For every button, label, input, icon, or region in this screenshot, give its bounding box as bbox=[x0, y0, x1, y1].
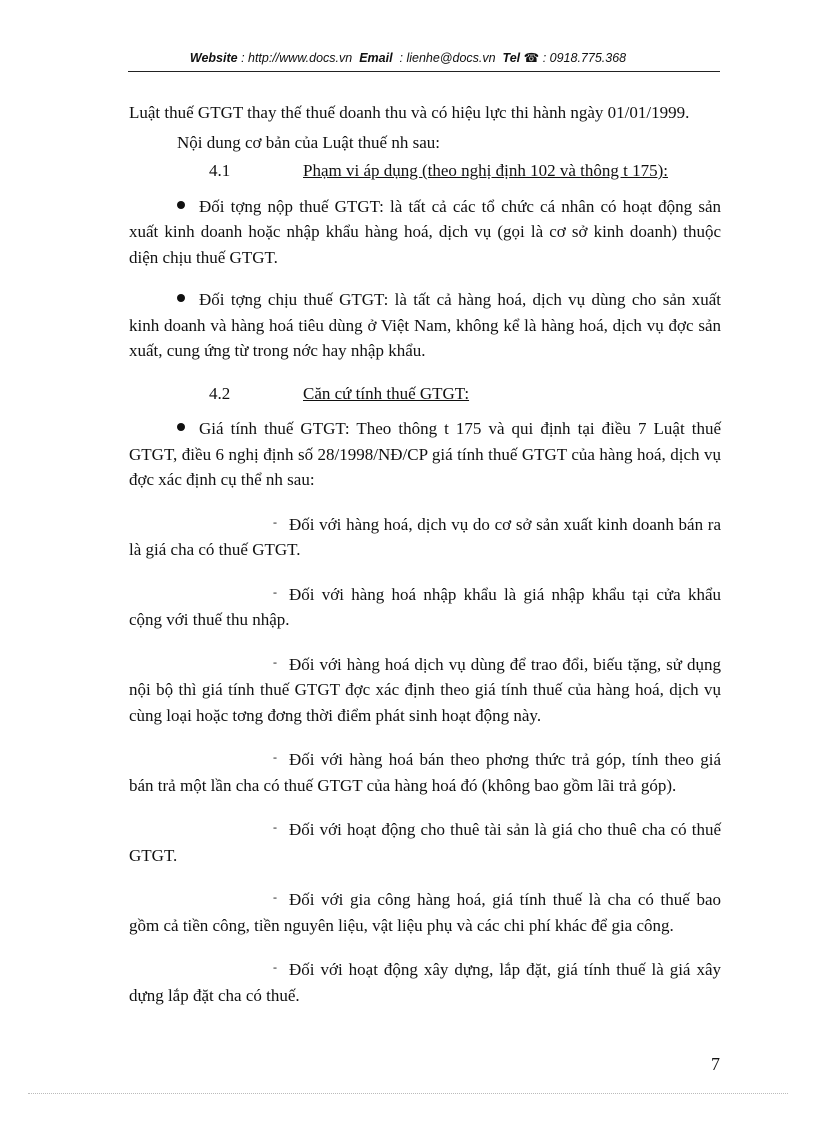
dash-text: Đối với gia công hàng hoá, giá tính thuế là cha có thuế bao gồm cả tiền công, tiền nguyên liệu, vật liệu phụ và các chi phí khác để gia công. bbox=[129, 890, 721, 935]
header-divider bbox=[128, 71, 720, 72]
section-heading-4-2 bbox=[129, 381, 721, 407]
section-title: Phạm vi áp dụng (theo nghị định 102 và thông t 175): bbox=[303, 161, 668, 180]
bullet-text: Đối tợng chịu thuế GTGT: là tất cả hàng hoá, dịch vụ dùng cho sản xuất kinh doanh và hàng hoá tiêu dùng ở Việt Nam, không kể là hàng hoá, dịch vụ đợc sản xuất, cung ứng từ trong nớc hay nhập khẩu. bbox=[129, 290, 721, 360]
dash-marker: - bbox=[273, 890, 277, 904]
dash-item bbox=[129, 885, 721, 938]
dash-marker: - bbox=[273, 514, 277, 529]
dash-item bbox=[129, 580, 721, 633]
section-heading-4-1 bbox=[129, 158, 721, 184]
dash-marker: - bbox=[273, 960, 277, 974]
bullet-icon bbox=[177, 201, 185, 209]
dash-text: Đối với hàng hoá, dịch vụ do cơ sở sản xuất kinh doanh bán ra là giá cha có thuế GTGT. bbox=[129, 514, 721, 559]
email-value: : lienhe@docs.vn bbox=[399, 51, 496, 65]
bullet-icon bbox=[177, 423, 185, 431]
dash-marker: - bbox=[273, 584, 277, 599]
tel-label: Tel bbox=[502, 51, 521, 65]
footer-divider bbox=[28, 1093, 788, 1094]
email-label: Email bbox=[359, 51, 393, 65]
bullet-text: Đối tợng nộp thuế GTGT: là tất cả các tổ chức cá nhân có hoạt động sản xuất kinh doanh hoặc nhập khẩu hàng hoá, dịch vụ (gọi là cơ sở kinh doanh) thuộc diện chịu thuế GTGT. bbox=[129, 196, 721, 267]
dash-item bbox=[129, 745, 721, 798]
dash-text: Đối với hàng hoá bán theo phơng thức trả góp, tính theo giá bán trả một lần cha có thuế GTGT của hàng hoá đó (không bao gồm lãi trả góp). bbox=[129, 750, 721, 795]
tel-value: : 0918.775.368 bbox=[542, 51, 627, 65]
bullet-item bbox=[129, 287, 721, 364]
bullet-item bbox=[129, 416, 721, 493]
page-header bbox=[128, 50, 688, 65]
dash-item bbox=[129, 815, 721, 868]
dash-marker: - bbox=[273, 820, 277, 834]
section-number: 4.1 bbox=[209, 161, 231, 180]
dash-text: Đối với hoạt động xây dựng, lắp đặt, giá tính thuế là giá xây dựng lắp đặt cha có thuế. bbox=[129, 960, 721, 1005]
document-body bbox=[129, 100, 721, 1025]
bullet-text: Giá tính thuế GTGT: Theo thông t 175 và qui định tại điều 7 Luật thuế GTGT, điều 6 nghị định số 28/1998/NĐ/CP giá tính thuế GTGT của hàng hoá, dịch vụ đợc xác định cụ thể nh sau: bbox=[129, 419, 721, 489]
bullet-icon bbox=[177, 294, 185, 302]
dash-item bbox=[129, 510, 721, 563]
bullet-item bbox=[129, 194, 721, 271]
dash-marker: - bbox=[273, 750, 277, 764]
section-number: 4.2 bbox=[209, 383, 231, 403]
page-number: 7 bbox=[711, 1054, 720, 1074]
dash-item bbox=[129, 650, 721, 729]
dash-text: Đối với hàng hoá nhập khẩu là giá nhập khẩu tại cửa khẩu cộng với thuế thu nhập. bbox=[129, 584, 721, 629]
telephone-icon: ☎ bbox=[523, 51, 540, 65]
dash-text: Đối với hoạt động cho thuê tài sản là giá cho thuê cha có thuế GTGT. bbox=[129, 820, 721, 865]
website-value: : http://www.docs.vn bbox=[241, 51, 353, 65]
intro-paragraph: Luật thuế GTGT thay thế thuế doanh thu và có hiệu lực thi hành ngày 01/01/1999. bbox=[129, 103, 690, 122]
dash-text: Đối với hàng hoá dịch vụ dùng để trao đổi, biếu tặng, sử dụng nội bộ thì giá tính thuế GTGT đợc xác định theo giá tính thuế của hàng hoá, dịch vụ cùng loại hoặc tơng đơng thời điểm phát sinh hoạt động này. bbox=[129, 654, 721, 725]
intro-content-line: Nội dung cơ bản của Luật thuế nh sau: bbox=[177, 132, 440, 152]
dash-marker: - bbox=[273, 654, 277, 669]
website-label: Website bbox=[189, 51, 238, 65]
section-title: Căn cứ tính thuế GTGT: bbox=[303, 383, 470, 403]
dash-item bbox=[129, 955, 721, 1008]
